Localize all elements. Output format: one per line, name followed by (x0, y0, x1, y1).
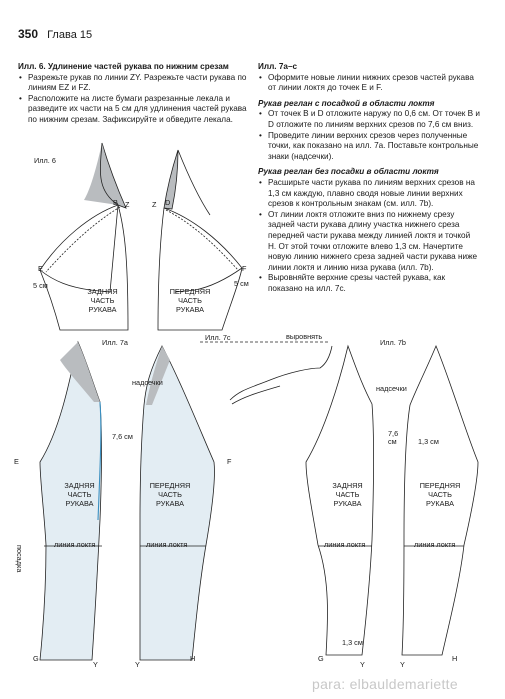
fig7c-drawing (200, 342, 332, 404)
fig6-dim-left: 5 см (33, 281, 48, 290)
fig7b-caption: Илл. 7b (380, 338, 406, 347)
fig7a-point-y-right: Y (135, 660, 140, 669)
fig7b-notch-label: надсечки (376, 384, 407, 393)
fig7a-dim: 7,6 см (112, 432, 133, 441)
fig6-front-label: ПЕРЕДНЯЯ ЧАСТЬ РУКАВА (169, 287, 211, 314)
fig7a-caption: Илл. 7а (102, 338, 128, 347)
fig6-back-label: ЗАДНЯЯ ЧАСТЬ РУКАВА (87, 287, 118, 314)
fig6-point-f: F (242, 264, 247, 273)
list-item: • От линии локтя отложите вниз по нижнему срезу задней части рукава длину участка нижнего среза передней части рукава между линией локтя и точкой H. От этой точки отложите влево 1,3 см. Начертите новую линию нижнего среза задней части рукава ниже линии локтя и линию низа рукава (илл. 7b). (268, 210, 480, 274)
fig7a-elbow-right: линия локтя (146, 540, 188, 549)
page-number: 350 (18, 27, 39, 41)
list-item: • От точек B и D отложите наружу по 0,6 см. От точек B и D отложите по линиям верхних срезов по 7,6 см вниз. (268, 109, 480, 130)
ill7-heading: Илл. 7а–с (258, 62, 298, 71)
list-item: • Выровняйте верхние срезы частей рукава, как показано на илл. 7с. (268, 273, 480, 294)
list-item: • Оформите новые линии нижних срезов частей рукава от линии локтя до точек E и F. (268, 73, 480, 94)
fig6-point-z-right: Z (152, 200, 157, 209)
fig7a-point-g: G (33, 654, 39, 663)
fig7b-elbow-right: линия локтя (414, 540, 456, 549)
fig7a-point-y-left: Y (93, 660, 98, 669)
fig7b-back-label: ЗАДНЯЯ ЧАСТЬ РУКАВА (332, 481, 363, 508)
list-item: • Расширьте части рукава по линиям верхних срезов на 1,3 см каждую, плавно сводя новые линии верхних срезов к контрольным знакам (см. илл. 7b). (268, 178, 480, 210)
list-item: • Расположите на листе бумаги разрезанные лекала и разведите их части на 5 см для удлинения частей рукава по нижним срезам. Зафиксируйте и обведите лекала. (28, 94, 248, 126)
fig7b-point-h: H (452, 654, 458, 663)
fig7a-point-e: E (14, 457, 19, 466)
fig7a-front-label: ПЕРЕДНЯЯ ЧАСТЬ РУКАВА (149, 481, 191, 508)
fig7c-align-label: выровнять (286, 332, 323, 341)
fig7b-point-y-left: Y (360, 660, 365, 669)
fig6-point-d: D (165, 198, 171, 207)
chapter-title: Глава 15 (47, 29, 93, 41)
fig7b-dim-1-3-top: 1,3 см (418, 437, 439, 446)
fig6-caption: Илл. 6 (34, 156, 56, 165)
ill6-heading: Илл. 6. Удлинение частей рукава по нижним срезам (18, 62, 229, 71)
fig7a-notch-label: надсечки (132, 378, 163, 387)
fig7a-point-h: H (190, 654, 196, 663)
list-item: • Разрежьте рукав по линии ZY. Разрежьте части рукава по линиям EZ и FZ. (28, 73, 248, 94)
fig7c-caption: Илл. 7с (205, 333, 231, 342)
fig7b-elbow-left: линия локтя (324, 540, 366, 549)
list-item: • Проведите линии верхних срезов через полученные точки, как показано на илл. 7а. Поставьте контрольные знаки (надсечки). (268, 131, 480, 163)
fig7a-ease-label: посадка (15, 545, 24, 573)
fig6-point-b: B (113, 198, 118, 207)
fig6-dim-right: 5 см (234, 279, 249, 288)
fig7b-point-y-right: Y (400, 660, 405, 669)
fig7a-back-label: ЗАДНЯЯ ЧАСТЬ РУКАВА (64, 481, 95, 508)
watermark-text: para: elbauldemariette (312, 676, 458, 692)
fig7a-point-f: F (227, 457, 232, 466)
fig7b-front-label: ПЕРЕДНЯЯ ЧАСТЬ РУКАВА (419, 481, 461, 508)
fig7b-dim-1-3-bottom: 1,3 см (342, 638, 363, 647)
fig7a-elbow-left: линия локтя (54, 540, 96, 549)
subheading-without-ease: Рукав реглан без посадки в области локтя (258, 167, 439, 177)
fig6-point-z-left: Z (125, 200, 130, 209)
fig7b-dim-7-6: 7,6 см (388, 429, 399, 446)
subheading-with-ease: Рукав реглан с посадкой в области локтя (258, 98, 435, 108)
fig6-point-e: E (38, 264, 43, 273)
fig7b-point-g: G (318, 654, 324, 663)
